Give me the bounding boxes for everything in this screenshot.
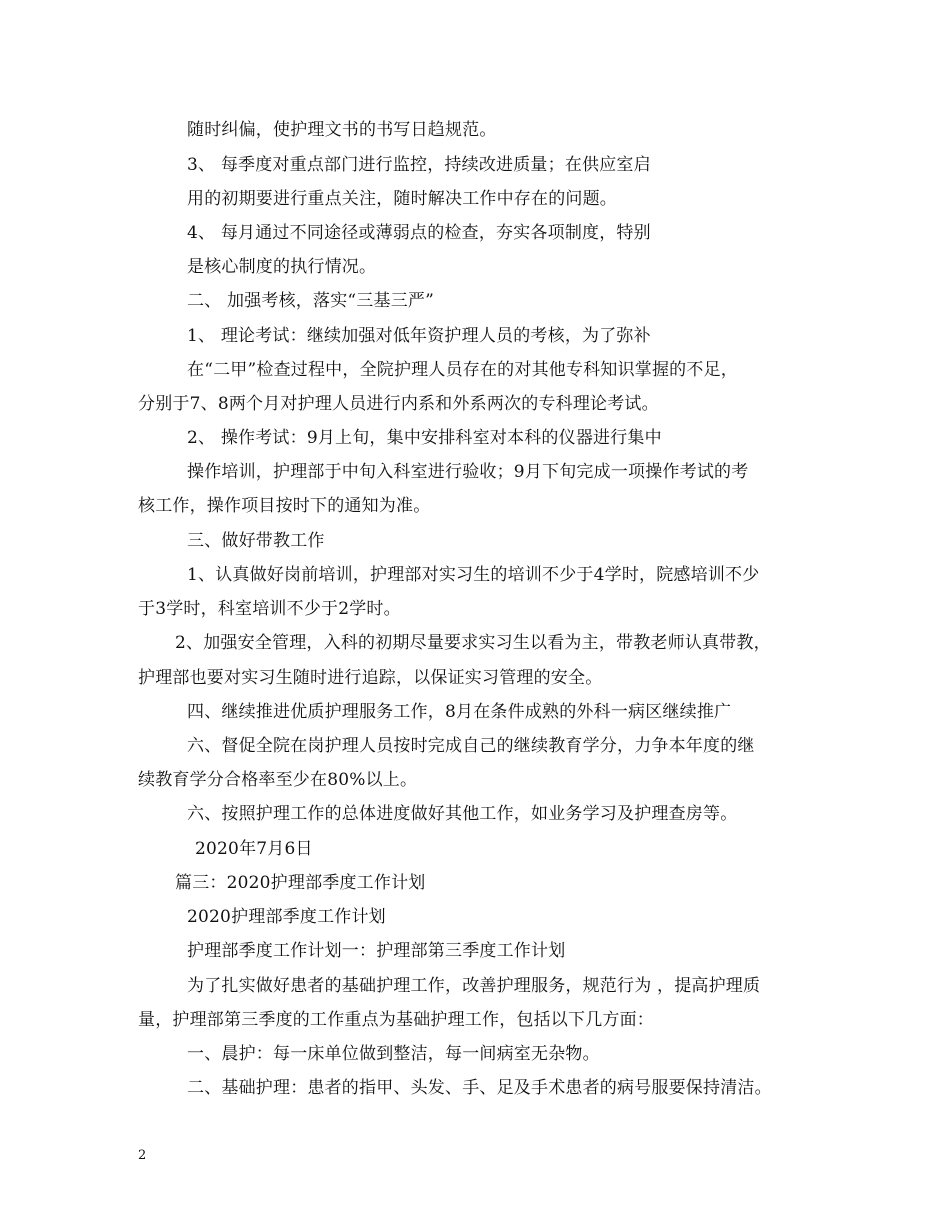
article-heading: 篇三：2020护理部季度工作计划	[175, 873, 426, 893]
text-line: 分别于7、8两个月对护理人员进行内系和外系两次的专科理论考试。	[138, 394, 659, 414]
section-heading: 六、督促全院在岗护理人员按时完成自己的继续教育学分，力争本年度的继	[187, 736, 755, 756]
date-line: 2020年7月6日	[195, 839, 313, 859]
section-heading: 二、 加强考核，落实“三基三严”	[187, 291, 434, 311]
text-line: 4、 每月通过不同途径或薄弱点的检查，夯实各项制度，特别	[187, 223, 651, 243]
text-line: 操作培训，护理部于中旬入科室进行验收；9月下旬完成一项操作考试的考	[187, 462, 749, 482]
text-line: 护理部也要对实习生随时进行追踪，以保证实习管理的安全。	[138, 668, 603, 688]
section-heading: 四、继续推进优质护理服务工作，8月在条件成熟的外科一病区继续推广	[187, 702, 732, 722]
text-line: 续教育学分合格率至少在80%以上。	[138, 770, 418, 790]
text-line: 二、基础护理：患者的指甲、头发、手、足及手术患者的病号服要保持清洁。	[187, 1078, 772, 1098]
page-number: 2	[138, 1148, 147, 1163]
text-line: 在“二甲”检查过程中，全院护理人员存在的对其他专科知识掌握的不足，	[187, 360, 738, 380]
text-line: 2、 操作考试：9月上旬，集中安排科室对本科的仪器进行集中	[187, 428, 662, 448]
text-line: 于3学时，科室培训不少于2学时。	[138, 599, 401, 619]
text-line: 量，护理部第三季度的工作重点为基础护理工作，包括以下几方面：	[138, 1010, 654, 1030]
text-line: 1、 理论考试：继续加强对低年资护理人员的考核，为了弥补	[187, 326, 651, 346]
article-title: 2020护理部季度工作计划	[187, 907, 386, 927]
section-heading: 三、做好带教工作	[187, 531, 325, 551]
text-line: 一、晨护：每一床单位做到整洁，每一间病室无杂物。	[187, 1044, 600, 1064]
text-line: 3、 每季度对重点部门进行监控，持续改进质量；在供应室启	[187, 155, 651, 175]
section-heading: 六、按照护理工作的总体进度做好其他工作，如业务学习及护理查房等。	[187, 804, 738, 824]
text-line: 2、加强安全管理，入科的初期尽量要求实习生以看为主，带教老师认真带教，	[175, 633, 771, 653]
text-line: 为了扎实做好患者的基础护理工作，改善护理服务，规范行为 ，提高护理质	[187, 976, 761, 996]
text-line: 随时纠偏，使护理文书的书写日趋规范。	[187, 120, 497, 140]
text-line: 用的初期要进行重点关注，随时解决工作中存在的问题。	[187, 189, 617, 209]
article-subtitle: 护理部季度工作计划一：护理部第三季度工作计划	[187, 941, 566, 961]
text-line: 是核心制度的执行情况。	[187, 257, 377, 277]
text-line: 核工作，操作项目按时下的通知为准。	[138, 496, 431, 516]
text-line: 1、认真做好岗前培训，护理部对实习生的培训不少于4学时，院感培训不少	[187, 565, 760, 585]
